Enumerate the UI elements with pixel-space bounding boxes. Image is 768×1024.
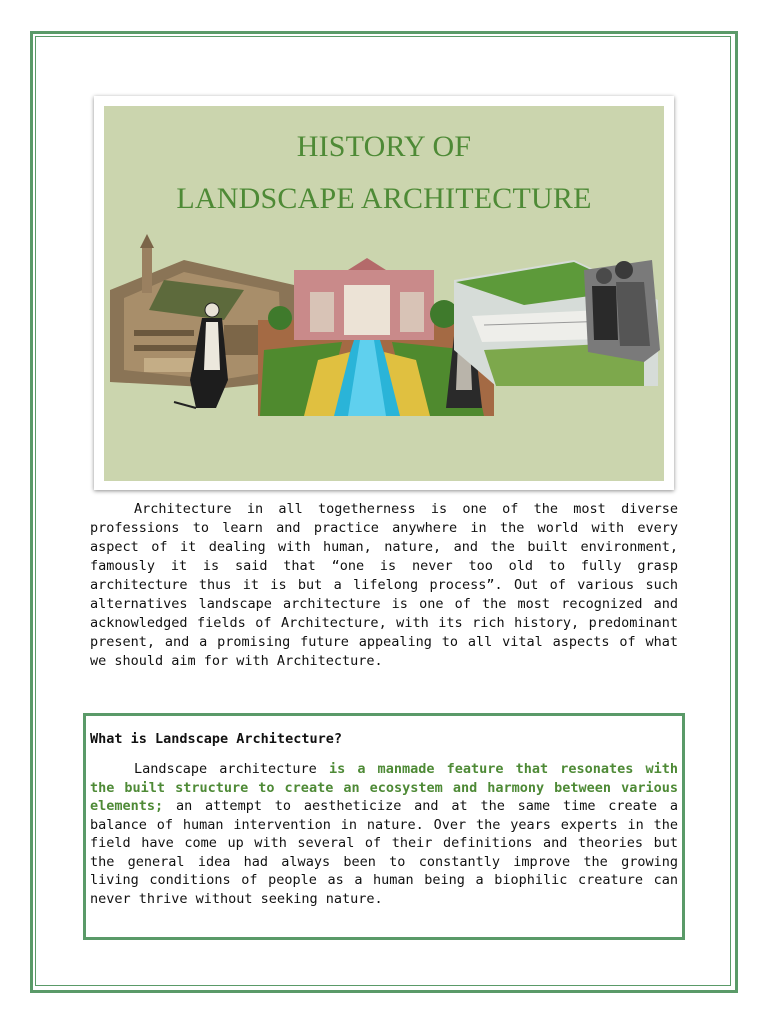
cover-title-line2: LANDSCAPE ARCHITECTURE bbox=[176, 182, 592, 215]
cover-title-line1: HISTORY OF bbox=[296, 130, 472, 163]
definition-heading: What is Landscape Architecture? bbox=[90, 731, 342, 747]
definition-highlight: is a manmade feature that resonates with the built structure to create an ecosystem and harmony between various elements; bbox=[90, 761, 678, 814]
seated-people-photo bbox=[584, 260, 660, 362]
definition-paragraph bbox=[90, 760, 678, 908]
definition-lead: Landscape architecture bbox=[134, 761, 317, 777]
definition-rest: an attempt to aestheticize and at the same time create a balance of human intervention in nature. Over the years experts in the field have come up with several of their definitions and theories but the general idea had always been to constantly improve the growing living conditions of people as a human being a biophilic creature can never thrive without seeking nature. bbox=[90, 798, 678, 907]
architecture-collage-image bbox=[104, 230, 664, 420]
intro-text: Architecture in all togetherness is one of the most diverse professions to learn and practice anywhere in the world with every aspect of it dealing with human, nature, and the built environment, famously it is said that “one is never too old to fully grasp architecture thus it is but a lifelong process”. Out of various such alternatives landscape architecture is one of the most recognized and acknowledged fields of Architecture, with its rich history, predominant present, and a promising future appealing to all vital aspects of what we should aim for with Architecture. bbox=[90, 501, 678, 669]
intro-paragraph bbox=[90, 500, 678, 671]
